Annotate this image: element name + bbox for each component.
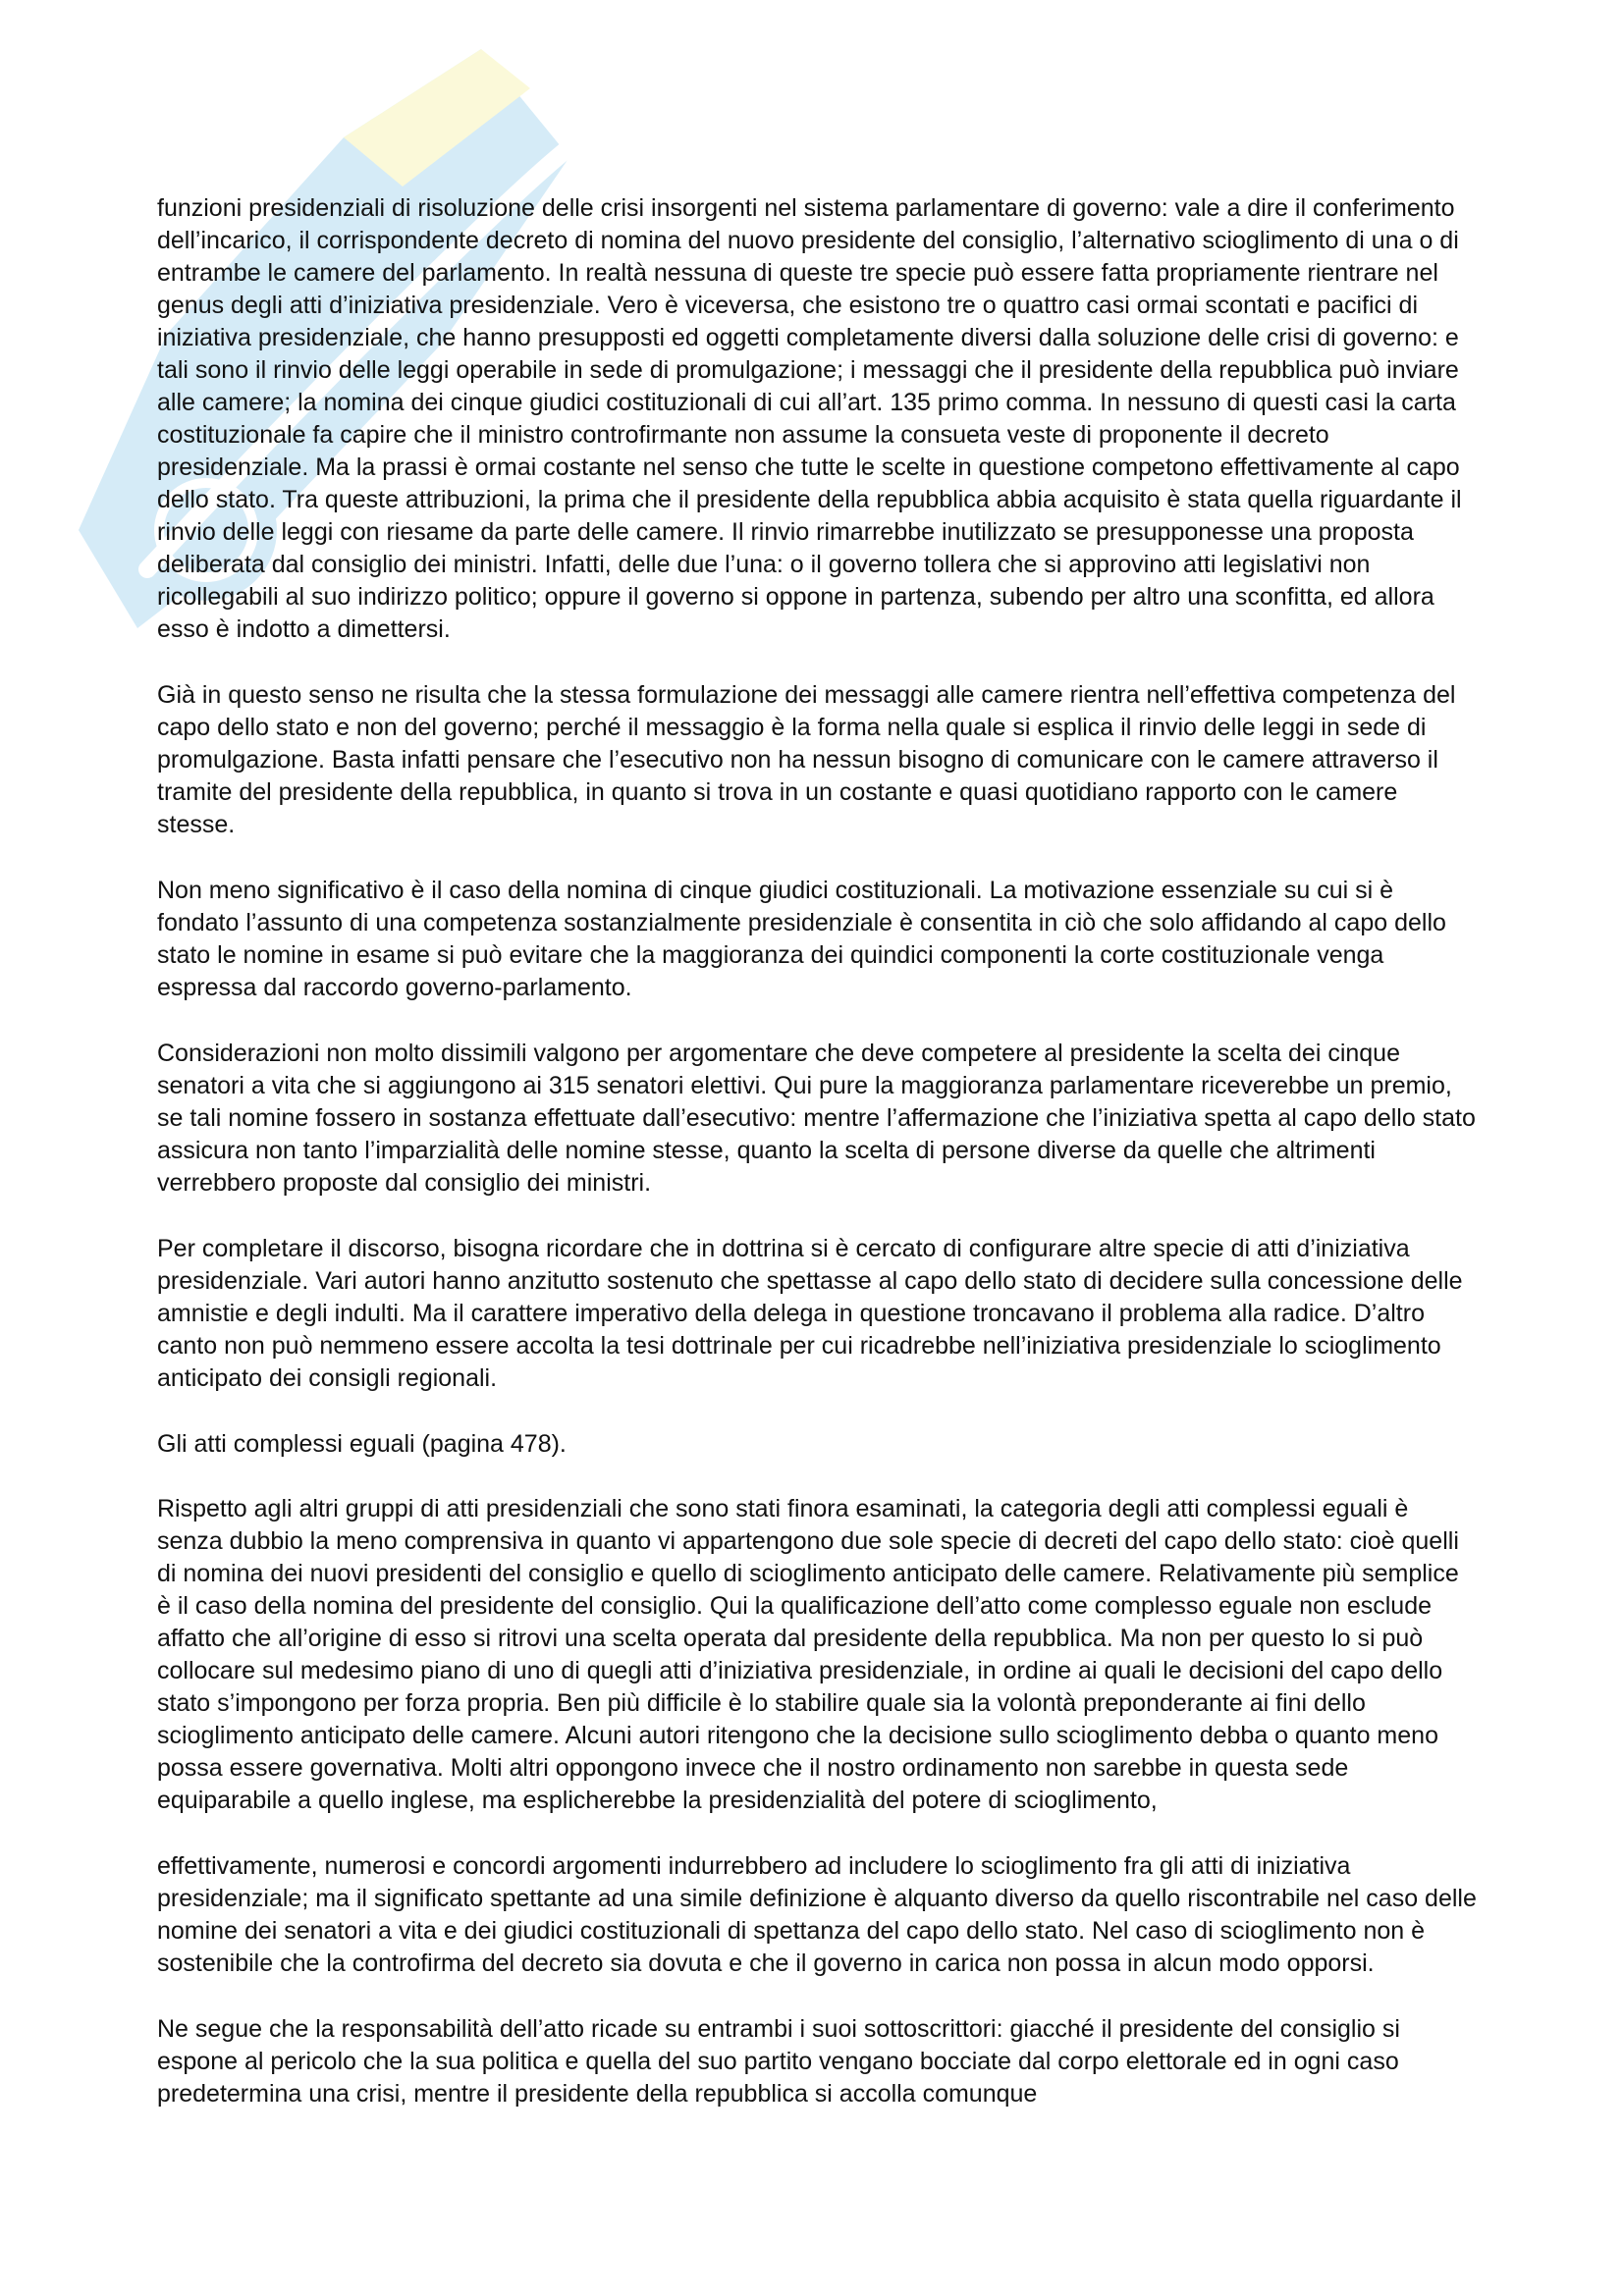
- paragraph: Considerazioni non molto dissimili valgono per argomentare che deve competere al presidente la scelta dei cinque senatori a vita che si aggiungono ai 315 senatori elettivi. Qui pure la maggioranza parlamentare riceverebbe un premio, se tali nomine fossero in sostanza effettuate dall’esecutivo: mentre l’affermazione che l’iniziativa spetta al capo dello stato assicura non tanto l’imparzialità delle nomine stesse, quanto la scelta di persone diverse da quelle che altrimenti verrebbero proposte dal consiglio dei ministri.: [157, 1040, 1476, 1197]
- paragraph: effettivamente, numerosi e concordi argomenti indurrebbero ad includere lo scioglimento fra gli atti di iniziativa presidenziale; ma il significato spettante ad una simile definizione è alquanto diverso da quello riscontrabile nel caso delle nomine dei senatori a vita e dei giudici costituzionali di spettanza del capo dello stato. Nel caso di scioglimento non è sostenibile che la controfirma del decreto sia dovuta e che il governo in carica non possa in alcun modo opporsi.: [157, 1852, 1477, 1977]
- paragraph: Ne segue che la responsabilità dell’atto ricade su entrambi i suoi sottoscrittori: giacché il presidente del consiglio si espone al pericolo che la sua politica e quella del suo partito vengano bocciate dal corpo elettorale ed in ogni caso predetermina una crisi, mentre il presidente della repubblica si accolla comunque: [157, 2015, 1400, 2108]
- section-heading: Gli atti complessi eguali (pagina 478).: [157, 1430, 567, 1458]
- watermark-accent-shape: [344, 49, 530, 187]
- document-page: [157, 192, 1478, 2144]
- paragraph: Già in questo senso ne risulta che la stessa formulazione dei messaggi alle camere rientra nell’effettiva competenza del capo dello stato e non del governo; perché il messaggio è la forma nella quale si esplica il rinvio delle leggi in sede di promulgazione. Basta infatti pensare che l’esecutivo non ha nessun bisogno di comunicare con le camere attraverso il tramite del presidente della repubblica, in quanto si trova in un costante e quasi quotidiano rapporto con le camere stesse.: [157, 681, 1456, 838]
- paragraph: Non meno significativo è il caso della nomina di cinque giudici costituzionali. La motivazione essenziale su cui si è fondato l’assunto di una competenza sostanzialmente presidenziale è consentita in ciò che solo affidando al capo dello stato le nomine in esame si può evitare che la maggioranza dei quindici componenti la corte costituzionale venga espressa dal raccordo governo-parlamento.: [157, 877, 1446, 1001]
- paragraph: Rispetto agli altri gruppi di atti presidenziali che sono stati finora esaminati, la categoria degli atti complessi eguali è senza dubbio la meno comprensiva in quanto vi appartengono due sole specie di decreti del capo dello stato: cioè quelli di nomina dei nuovi presidenti del consiglio e quello di scioglimento anticipato delle camere. Relativamente più semplice è il caso della nomina del presidente del consiglio. Qui la qualificazione dell’atto come complesso eguale non esclude affatto che all’origine di esso si ritrovi una scelta operata dal presidente della repubblica. Ma non per questo lo si può collocare sul medesimo piano di uno di quegli atti d’iniziativa presidenziale, in ordine ai quali le decisioni del capo dello stato s’impongono per forza propria. Ben più difficile è lo stabilire quale sia la volontà preponderante ai fini dello scioglimento anticipato delle camere. Alcuni autori ritengono che la decisione sullo scioglimento debba o quanto meno possa essere governativa. Molti altri oppongono invece che il nostro ordinamento non sarebbe in questa sede equiparabile a quello inglese, ma esplicherebbe la presidenzialità del potere di scioglimento,: [157, 1495, 1459, 1814]
- paragraph: Per completare il discorso, bisogna ricordare che in dottrina si è cercato di configurare altre specie di atti d’iniziativa presidenziale. Vari autori hanno anzitutto sostenuto che spettasse al capo dello stato di decidere sulla concessione delle amnistie e degli indulti. Ma il carattere imperativo della delega in questione troncavano il problema alla radice. D’altro canto non può nemmeno essere accolta la tesi dottrinale per cui ricadrebbe nell’iniziativa presidenziale lo scioglimento anticipato dei consigli regionali.: [157, 1235, 1463, 1392]
- paragraph: funzioni presidenziali di risoluzione delle crisi insorgenti nel sistema parlamentare di governo: vale a dire il conferimento dell’incarico, il corrispondente decreto di nomina del nuovo presidente del consiglio, l’alternativo scioglimento di una o di entrambe le camere del parlamento. In realtà nessuna di queste tre specie può essere fatta propriamente rientrare nel genus degli atti d’iniziativa presidenziale. Vero è viceversa, che esistono tre o quattro casi ormai scontati e pacifici di iniziativa presidenziale, che hanno presupposti ed oggetti completamente diversi dalla soluzione delle crisi di governo: e tali sono il rinvio delle leggi operabile in sede di promulgazione; i messaggi che il presidente della repubblica può inviare alle camere; la nomina dei cinque giudici costituzionali di cui all’art. 135 primo comma. In nessuno di questi casi la carta costituzionale fa capire che il ministro controfirmante non assume la consueta veste di proponente il decreto presidenziale. Ma la prassi è ormai costante nel senso che tutte le scelte in questione competono effettivamente al capo dello stato. Tra queste attribuzioni, la prima che il presidente della repubblica abbia acquisito è stata quella riguardante il rinvio delle leggi con riesame da parte delle camere. Il rinvio rimarrebbe inutilizzato se presupponesse una proposta deliberata dal consiglio dei ministri. Infatti, delle due l’una: o il governo tollera che si approvino atti legislativi non ricollegabili al suo indirizzo politico; oppure il governo si oppone in partenza, subendo per altro una sconfitta, ed allora esso è indotto a dimettersi.: [157, 194, 1462, 643]
